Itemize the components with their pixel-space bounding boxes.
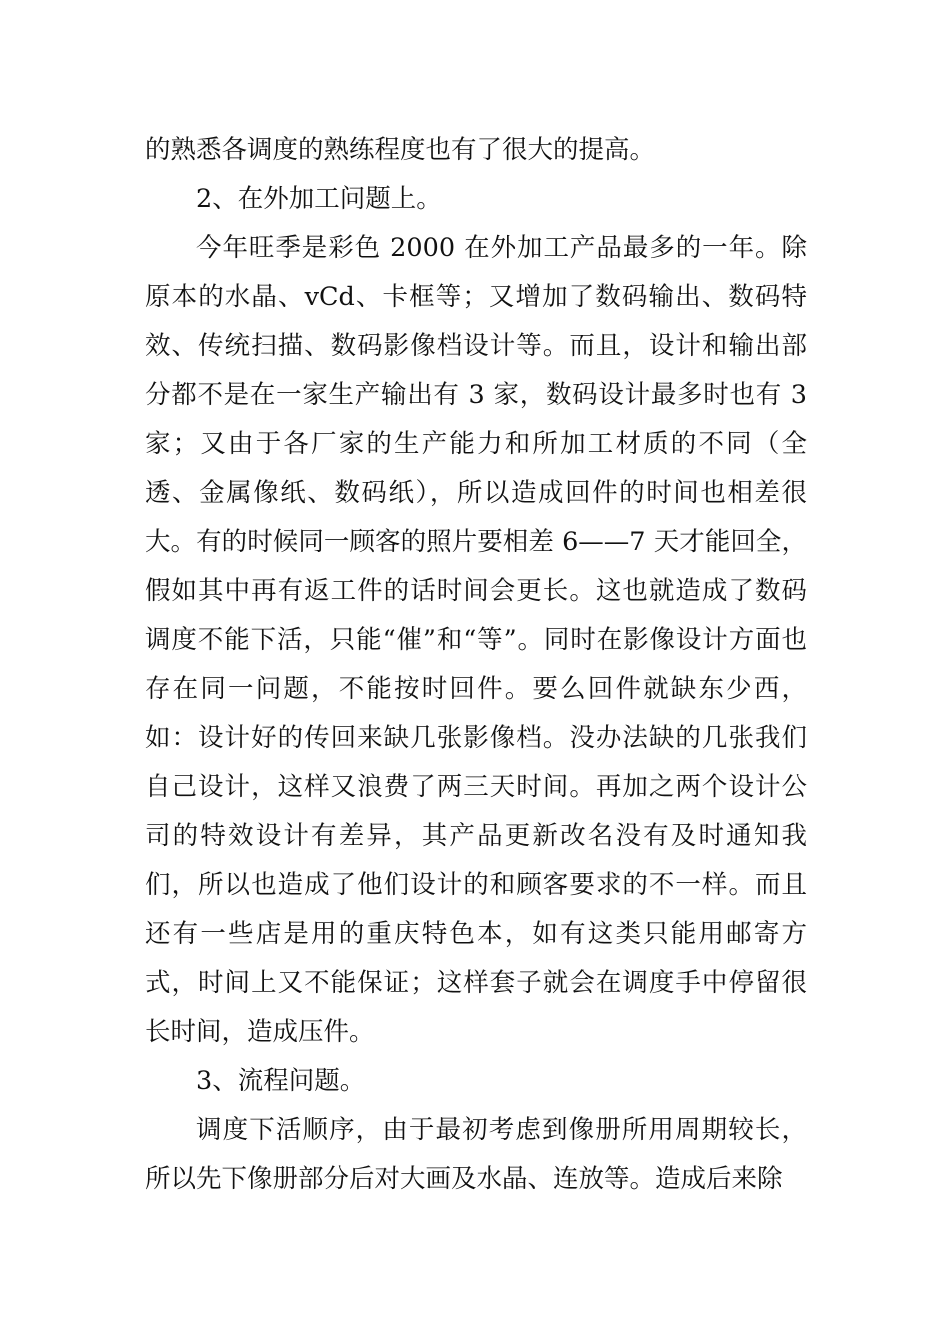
paragraph-outsourcing: 今年旺季是彩色 2000 在外加工产品最多的一年。除原本的水晶、vCd、卡框等；又增加了数码输出、数码特效、传统扫描、数码影像档设计等。而且，设计和输出部分都不是在一家生产输出有 3 家，数码设计最多时也有 3 家；又由于各厂家的生产能力和所加工材质的不同（全透、金属像纸、数码纸），所以造成回件的时间也相差很大。有的时候同一顾客的照片要相差 6——7 天才能回全，假如其中再有返工件的话时间会更长。这也就造成了数码调度不能下活，只能“催”和“等”。同时在影像设计方面也存在同一问题，不能按时回件。要么回件就缺东少西，如：设计好的传回来缺几张影像档。没办法缺的几张我们自己设计，这样又浪费了两三天时间。再加之两个设计公司的特效设计有差异，其产品更新改名没有及时通知我们，所以也造成了他们设计的和顾客要求的不一样。而且还有一些店是用的重庆特色本，如有这类只能用邮寄方式，时间上又不能保证；这样套子就会在调度手中停留很长时间，造成压件。 <box>145 233 807 1047</box>
section-heading-outsourcing: 2、在外加工问题上。 <box>196 184 442 214</box>
paragraph-continuation: 的熟悉各调度的熟练程度也有了很大的提高。 <box>145 135 656 165</box>
section-heading-process: 3、流程问题。 <box>196 1066 366 1096</box>
paragraph-process: 调度下活顺序，由于最初考虑到像册所用周期较长，所以先下像册部分后对大画及水晶、连放等。造成后来除 <box>145 1115 807 1194</box>
document-body <box>145 126 807 1204</box>
